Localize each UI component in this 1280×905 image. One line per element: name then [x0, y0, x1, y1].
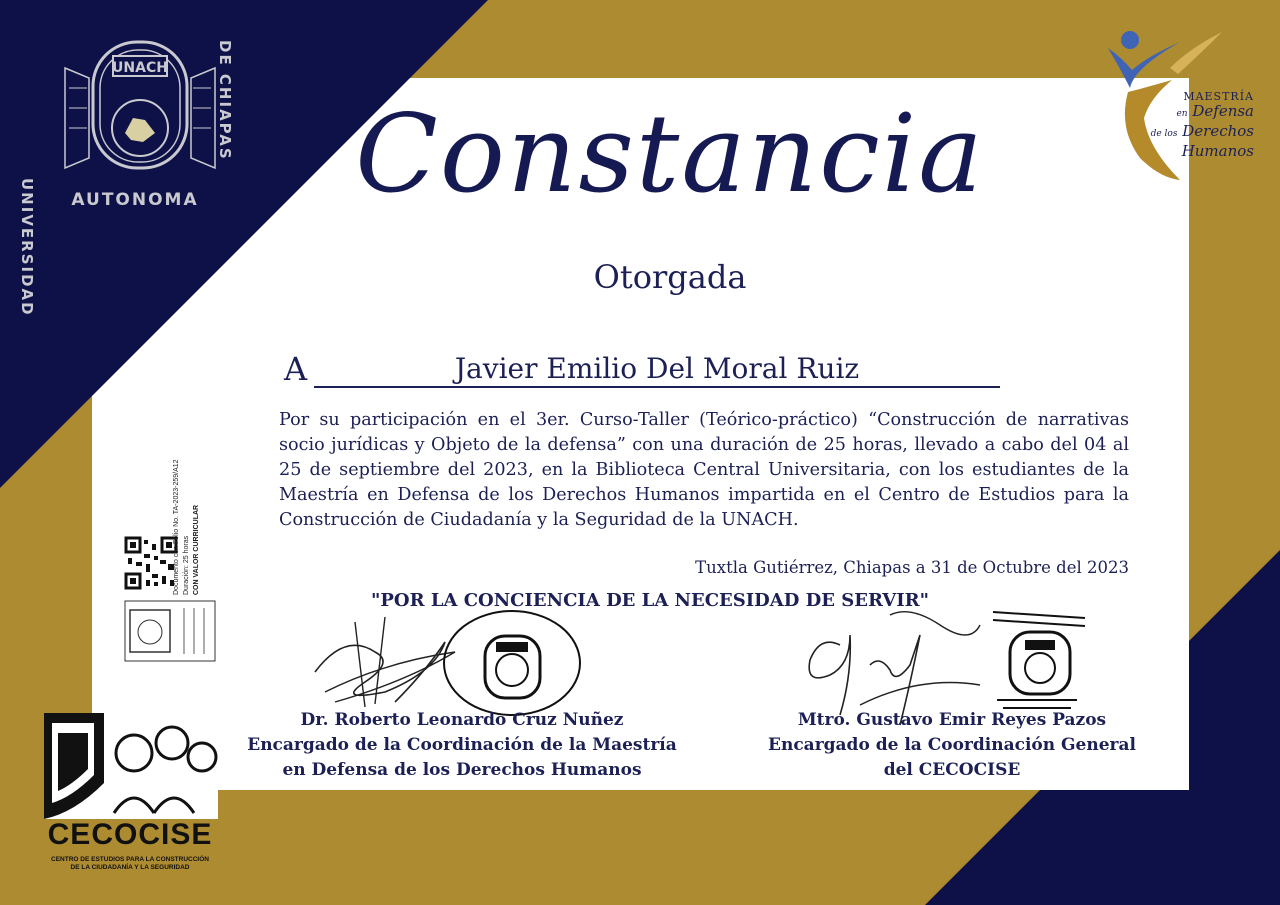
coordination-stamp: [124, 600, 216, 662]
signatory-1-role-line1: Encargado de la Coordinación de la Maestría: [247, 735, 677, 755]
motto: "POR LA CONCIENCIA DE LA NECESIDAD DE SERVIR": [371, 590, 929, 611]
cecocise-wordmark: CECOCISE: [47, 818, 213, 851]
certificate-body: Por su participación en el 3er. Curso-Taller (Teórico-práctico) “Construcción de narrativas socio jurídicas y Objeto de la defensa” con una duración de 25 horas, llevado a cabo del 04 al 25 de septiembre del 2023, en la Biblioteca Central Universitaria, con los estudiantes de la Maestría en Defensa de los Derechos Humanos impartida en el Centro de Estudios para la Construcción de Ciudadanía y la Seguridad de la UNACH.: [279, 410, 1129, 530]
folio-text: Documento con Folio No. TA-2023-259/A12: [173, 459, 180, 595]
signatory-2-name: Mtro. Gustavo Emir Reyes Pazos: [797, 710, 1107, 730]
maestria-logo-text: [1140, 90, 1254, 160]
signatory-2: [722, 708, 1182, 783]
unach-right-text: DE CHIAPAS: [216, 40, 234, 161]
qr-code: [124, 536, 178, 590]
unach-logo: [55, 38, 225, 188]
signatory-2-role-line2: del CECOCISE: [883, 760, 1021, 780]
certificate-subtitle: Otorgada: [593, 258, 747, 296]
recipient-underline: [314, 386, 1000, 388]
unach-seal-text: UNACH: [112, 60, 168, 76]
duration-text: Duración: 25 horas: [183, 535, 190, 595]
signatory-1-role-line2: en Defensa de los Derechos Humanos: [282, 760, 642, 780]
signatory-2-role-line1: Encargado de la Coordinación General: [768, 735, 1136, 755]
cecocise-sub2: DE LA CIUDADANÍA Y LA SEGURIDAD: [70, 864, 190, 871]
document-info: [172, 445, 226, 595]
maestria-line1: MAESTRÍA: [1183, 90, 1254, 103]
unach-left-text: UNIVERSIDAD: [18, 178, 36, 317]
maestria-line2b: Defensa: [1192, 102, 1254, 120]
maestria-line3a: de los: [1150, 129, 1178, 139]
recipient-name: Javier Emilio Del Moral Ruiz: [454, 352, 860, 385]
unach-bottom-text: AUTONOMA: [71, 190, 199, 210]
maestria-stamp: [440, 608, 585, 718]
cecocise-sub1: CENTRO DE ESTUDIOS PARA LA CONSTRUCCIÓN: [51, 856, 209, 863]
signatory-1-name: Dr. Roberto Leonardo Cruz Nuñez: [300, 710, 624, 730]
cecocise-logo: [44, 713, 218, 819]
maestria-line4: Humanos: [1181, 142, 1254, 160]
maestria-line2a: en: [1176, 109, 1188, 119]
value-text: CON VALOR CURRICULAR: [193, 504, 200, 595]
cecocise-stamp: [985, 604, 1095, 716]
cecocise-subtitle: [42, 856, 218, 872]
certificate-title: Constancia: [355, 92, 985, 217]
maestria-line3b: Derechos: [1182, 122, 1254, 140]
signatory-1: [222, 708, 702, 783]
recipient-prefix: A: [284, 350, 308, 388]
place-date: Tuxtla Gutiérrez, Chiapas a 31 de Octubre del 2023: [695, 558, 1129, 577]
